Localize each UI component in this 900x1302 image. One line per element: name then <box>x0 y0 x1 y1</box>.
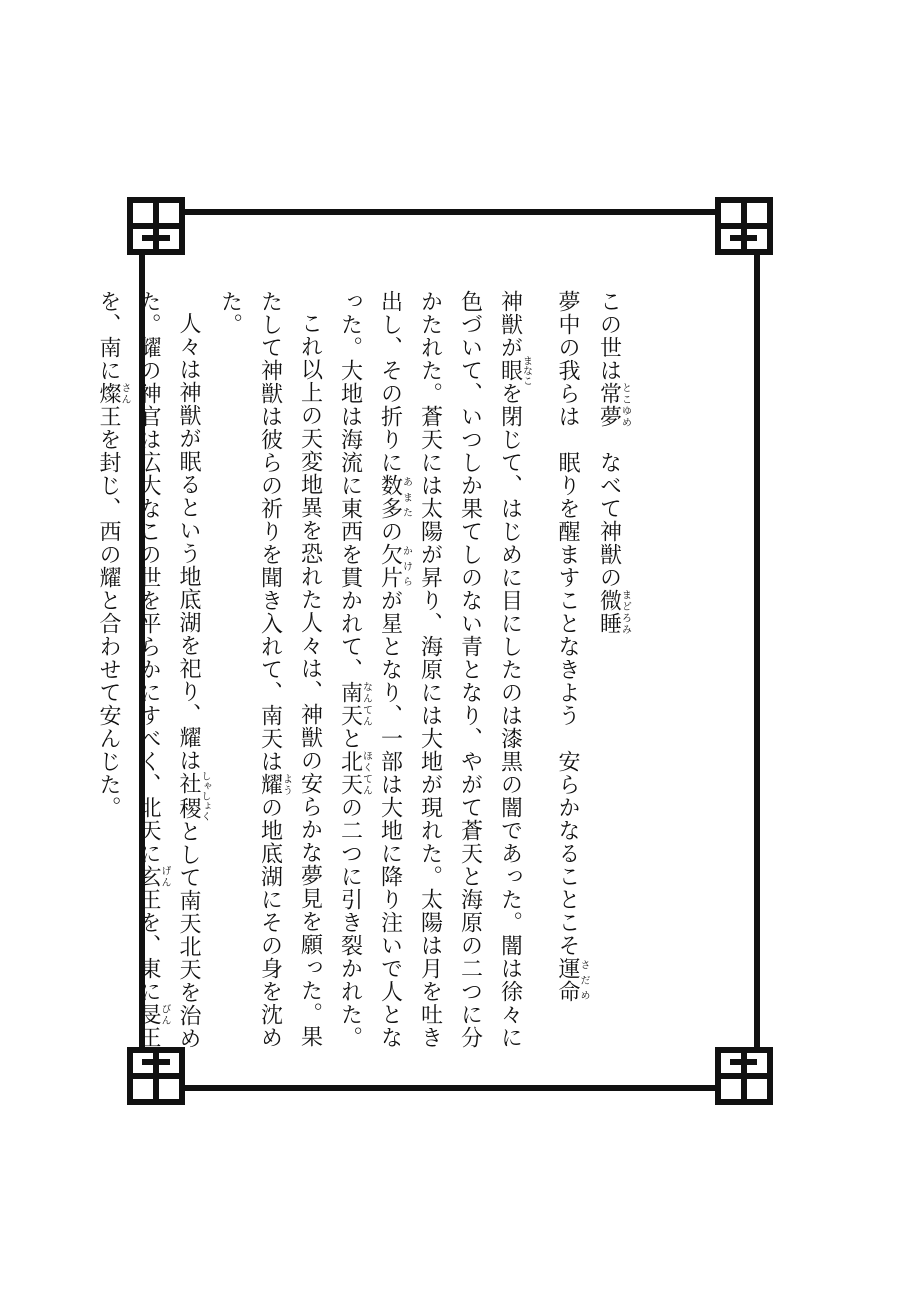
corner-ornament-bottom-right <box>718 1050 770 1102</box>
paragraph-3: 人々は神獣が眠るという地底湖を祀り、耀は社稷しゃしょくとして南天北天を治めた。耀の神官は広大なこの世を平らかにすべく、北天に玄げん王を、東に旻びん王を、南に燦さん王を封じ、西の耀と合わせて安んじた。 <box>96 290 210 1050</box>
verse-text: この世は <box>596 290 622 382</box>
corner-ornament-top-right <box>718 200 770 252</box>
ruby-word: 常夢とこゆめ <box>596 382 631 428</box>
ruby-word: 微睡まどろみ <box>596 589 631 635</box>
vertical-text-body <box>88 290 630 1050</box>
opening-verse <box>547 290 630 1050</box>
verse-line-1 <box>589 290 631 1050</box>
prose-body <box>88 290 547 1050</box>
corner-ornament-bottom-left <box>130 1050 182 1102</box>
corner-ornament-top-left <box>130 200 182 252</box>
verse-text: なべて神獣の <box>596 428 622 589</box>
paragraph-1: 神獣が眼まなこを閉じて、はじめに目にしたのは漆黒の闇であった。闇は徐々に色づいて、いつしか果てしのない青となり、やがて蒼天と海原の二つに分かたれた。蒼天には太陽が昇り、海原には大地が現れた。太陽は月を吐き出し、その折りに数多あまたの欠片かけらが星となり、一部は大地に降り注いで人となった。大地は海流に東西を貫かれて、南天なんてんと北天ほくてんの二つに引き裂かれた。 <box>337 290 532 1049</box>
paragraph-2: これ以上の天変地異を恐れた人々は、神獣の安らかな夢見を願った。果たして神獣は彼らの祈りを聞き入れて、南天は耀ようの地底湖にその身を沈めた。 <box>217 290 323 1049</box>
ruby-word: 運命さだめ <box>555 957 589 1003</box>
verse-text: 夢中の我らは 眠りを醒ますことなきよう 安らかなることこそ <box>555 290 580 957</box>
verse-line-2 <box>547 290 589 1050</box>
